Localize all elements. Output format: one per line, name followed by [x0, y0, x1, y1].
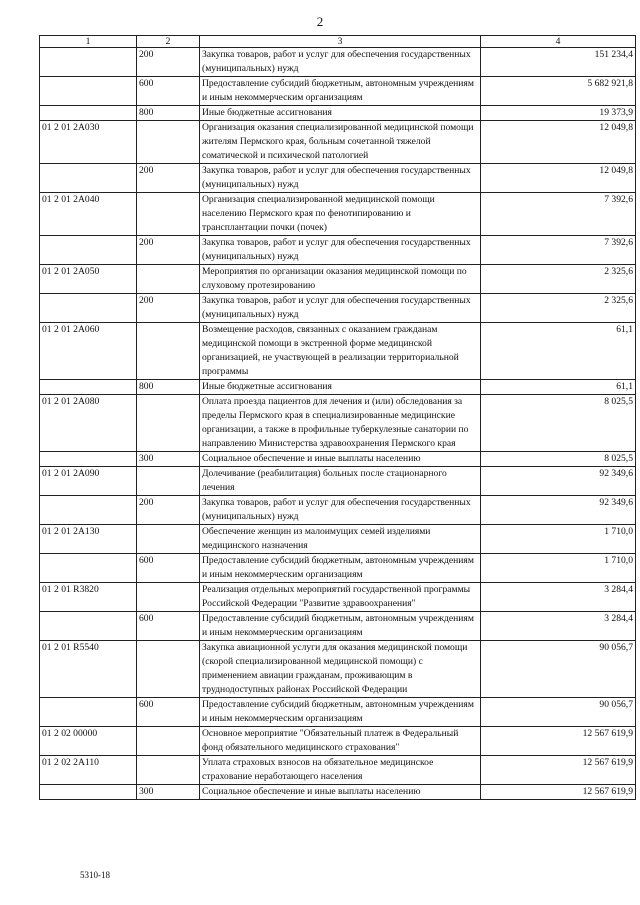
cell-expense-type: 200: [137, 294, 200, 323]
table-row: [40, 496, 636, 525]
cell-expense-type: 200: [137, 496, 200, 525]
cell-amount: 90 056,7: [481, 641, 636, 698]
cell-expense-type: 200: [137, 236, 200, 265]
table-row: [40, 554, 636, 583]
table-row: [40, 452, 636, 467]
cell-item-name: Организация оказания специализированной медицинской помощи жителям Пермского края, больным сочетанной тяжелой соматической и психической патологией: [200, 121, 481, 164]
cell-expense-type: [137, 323, 200, 380]
cell-item-name: Иные бюджетные ассигнования: [200, 380, 481, 395]
cell-amount: 1 710,0: [481, 525, 636, 554]
cell-amount: 12 567 619,9: [481, 756, 636, 785]
cell-amount: 92 349,6: [481, 496, 636, 525]
cell-classification-code: 01 2 01 2А060: [40, 323, 137, 380]
cell-expense-type: [137, 583, 200, 612]
cell-item-name: Предоставление субсидий бюджетным, автономным учреждениям и иным некоммерческим организациям: [200, 554, 481, 583]
cell-item-name: Обеспечение женщин из малоимущих семей изделиями медицинского назначения: [200, 525, 481, 554]
cell-classification-code: [40, 785, 137, 800]
cell-item-name: Закупка авиационной услуги для оказания медицинской помощи (скорой специализированной медицинской помощи) с применением авиации гражданам, проживающим в труднодоступных районах Российской Федерации: [200, 641, 481, 698]
cell-classification-code: 01 2 02 00000: [40, 727, 137, 756]
cell-classification-code: 01 2 02 2А110: [40, 756, 137, 785]
cell-item-name: Мероприятия по организации оказания медицинской помощи по слуховому протезированию: [200, 265, 481, 294]
cell-amount: 8 025,5: [481, 452, 636, 467]
table-header-row: [40, 36, 636, 48]
cell-classification-code: [40, 164, 137, 193]
cell-expense-type: 600: [137, 77, 200, 106]
cell-item-name: Закупка товаров, работ и услуг для обеспечения государственных (муниципальных) нужд: [200, 294, 481, 323]
cell-expense-type: 200: [137, 164, 200, 193]
cell-amount: 151 234,4: [481, 48, 636, 77]
cell-amount: 12 049,8: [481, 164, 636, 193]
cell-expense-type: [137, 265, 200, 294]
cell-classification-code: [40, 48, 137, 77]
cell-item-name: Предоставление субсидий бюджетным, автономным учреждениям и иным некоммерческим организациям: [200, 77, 481, 106]
table-row: [40, 641, 636, 698]
cell-item-name: Основное мероприятие "Обязательный платеж в Федеральный фонд обязательного медицинского страхования": [200, 727, 481, 756]
cell-amount: 2 325,6: [481, 294, 636, 323]
cell-amount: 2 325,6: [481, 265, 636, 294]
cell-amount: 3 284,4: [481, 612, 636, 641]
cell-item-name: Социальное обеспечение и иные выплаты населению: [200, 452, 481, 467]
cell-classification-code: [40, 77, 137, 106]
cell-classification-code: 01 2 01 2А090: [40, 467, 137, 496]
cell-expense-type: [137, 395, 200, 452]
cell-item-name: Иные бюджетные ассигнования: [200, 106, 481, 121]
cell-expense-type: [137, 525, 200, 554]
cell-amount: 7 392,6: [481, 236, 636, 265]
cell-item-name: Долечивание (реабилитация) больных после стационарного лечения: [200, 467, 481, 496]
cell-amount: 12 567 619,9: [481, 727, 636, 756]
cell-classification-code: [40, 452, 137, 467]
table-row: [40, 467, 636, 496]
table-row: [40, 698, 636, 727]
cell-expense-type: [137, 193, 200, 236]
table-row: [40, 785, 636, 800]
cell-item-name: Закупка товаров, работ и услуг для обеспечения государственных (муниципальных) нужд: [200, 236, 481, 265]
cell-classification-code: [40, 380, 137, 395]
cell-amount: 12 567 619,9: [481, 785, 636, 800]
cell-item-name: Предоставление субсидий бюджетным, автономным учреждениям и иным некоммерческим организациям: [200, 698, 481, 727]
cell-amount: 3 284,4: [481, 583, 636, 612]
table-row: [40, 583, 636, 612]
cell-amount: 92 349,6: [481, 467, 636, 496]
table-row: [40, 323, 636, 380]
cell-expense-type: 200: [137, 48, 200, 77]
cell-amount: 1 710,0: [481, 554, 636, 583]
table-row: [40, 236, 636, 265]
cell-amount: 12 049,8: [481, 121, 636, 164]
table-row: [40, 193, 636, 236]
table-row: [40, 48, 636, 77]
cell-classification-code: 01 2 01 2А050: [40, 265, 137, 294]
table-row: [40, 164, 636, 193]
table-row: [40, 77, 636, 106]
table-row: [40, 525, 636, 554]
cell-expense-type: 300: [137, 785, 200, 800]
cell-expense-type: 600: [137, 698, 200, 727]
column-header: 4: [481, 36, 636, 48]
cell-classification-code: 01 2 01 R3820: [40, 583, 137, 612]
cell-classification-code: [40, 612, 137, 641]
table-row: [40, 380, 636, 395]
cell-amount: 8 025,5: [481, 395, 636, 452]
cell-classification-code: [40, 294, 137, 323]
cell-classification-code: 01 2 01 2А130: [40, 525, 137, 554]
cell-classification-code: 01 2 01 2А040: [40, 193, 137, 236]
table-row: [40, 756, 636, 785]
column-header: 2: [137, 36, 200, 48]
cell-expense-type: [137, 641, 200, 698]
column-header: 3: [200, 36, 481, 48]
cell-classification-code: 01 2 01 2А030: [40, 121, 137, 164]
table-row: [40, 294, 636, 323]
cell-amount: 19 373,9: [481, 106, 636, 121]
cell-classification-code: [40, 496, 137, 525]
column-header: 1: [40, 36, 137, 48]
cell-classification-code: [40, 554, 137, 583]
cell-amount: 7 392,6: [481, 193, 636, 236]
page-number: 2: [316, 14, 324, 29]
cell-expense-type: 300: [137, 452, 200, 467]
table-row: [40, 265, 636, 294]
cell-amount: 61,1: [481, 380, 636, 395]
cell-item-name: Закупка товаров, работ и услуг для обеспечения государственных (муниципальных) нужд: [200, 48, 481, 77]
cell-item-name: Социальное обеспечение и иные выплаты населению: [200, 785, 481, 800]
cell-expense-type: [137, 121, 200, 164]
table-row: [40, 612, 636, 641]
cell-classification-code: [40, 698, 137, 727]
cell-classification-code: 01 2 01 R5540: [40, 641, 137, 698]
cell-classification-code: 01 2 01 2А080: [40, 395, 137, 452]
cell-item-name: Реализация отдельных мероприятий государственной программы Российской Федерации "Развитие здравоохранения": [200, 583, 481, 612]
cell-item-name: Закупка товаров, работ и услуг для обеспечения государственных (муниципальных) нужд: [200, 496, 481, 525]
cell-item-name: Организация специализированной медицинской помощи населению Пермского края по фенотипированию и трансплантации почки (почек): [200, 193, 481, 236]
budget-table: [39, 35, 636, 800]
cell-item-name: Предоставление субсидий бюджетным, автономным учреждениям и иным некоммерческим организациям: [200, 612, 481, 641]
cell-expense-type: [137, 727, 200, 756]
cell-expense-type: 800: [137, 380, 200, 395]
cell-amount: 90 056,7: [481, 698, 636, 727]
cell-item-name: Возмещение расходов, связанных с оказанием гражданам медицинской помощи в экстренной форме медицинской организацией, не участвующей в реализации территориальной программы: [200, 323, 481, 380]
cell-item-name: Оплата проезда пациентов для лечения и (или) обследования за пределы Пермского края в специализированные медицинские организации, а также в профильные туберкулезные санатории по направлению Министерства здравоохранения Пермского края: [200, 395, 481, 452]
cell-expense-type: [137, 756, 200, 785]
cell-amount: 5 682 921,8: [481, 77, 636, 106]
cell-expense-type: 600: [137, 554, 200, 583]
cell-expense-type: 600: [137, 612, 200, 641]
document-code: 5310-18: [80, 870, 110, 880]
table-row: [40, 727, 636, 756]
cell-classification-code: [40, 236, 137, 265]
cell-item-name: Закупка товаров, работ и услуг для обеспечения государственных (муниципальных) нужд: [200, 164, 481, 193]
cell-amount: 61,1: [481, 323, 636, 380]
table-row: [40, 395, 636, 452]
cell-expense-type: 800: [137, 106, 200, 121]
cell-expense-type: [137, 467, 200, 496]
table-row: [40, 121, 636, 164]
cell-item-name: Уплата страховых взносов на обязательное медицинское страхование неработающего населения: [200, 756, 481, 785]
table-row: [40, 106, 636, 121]
cell-classification-code: [40, 106, 137, 121]
